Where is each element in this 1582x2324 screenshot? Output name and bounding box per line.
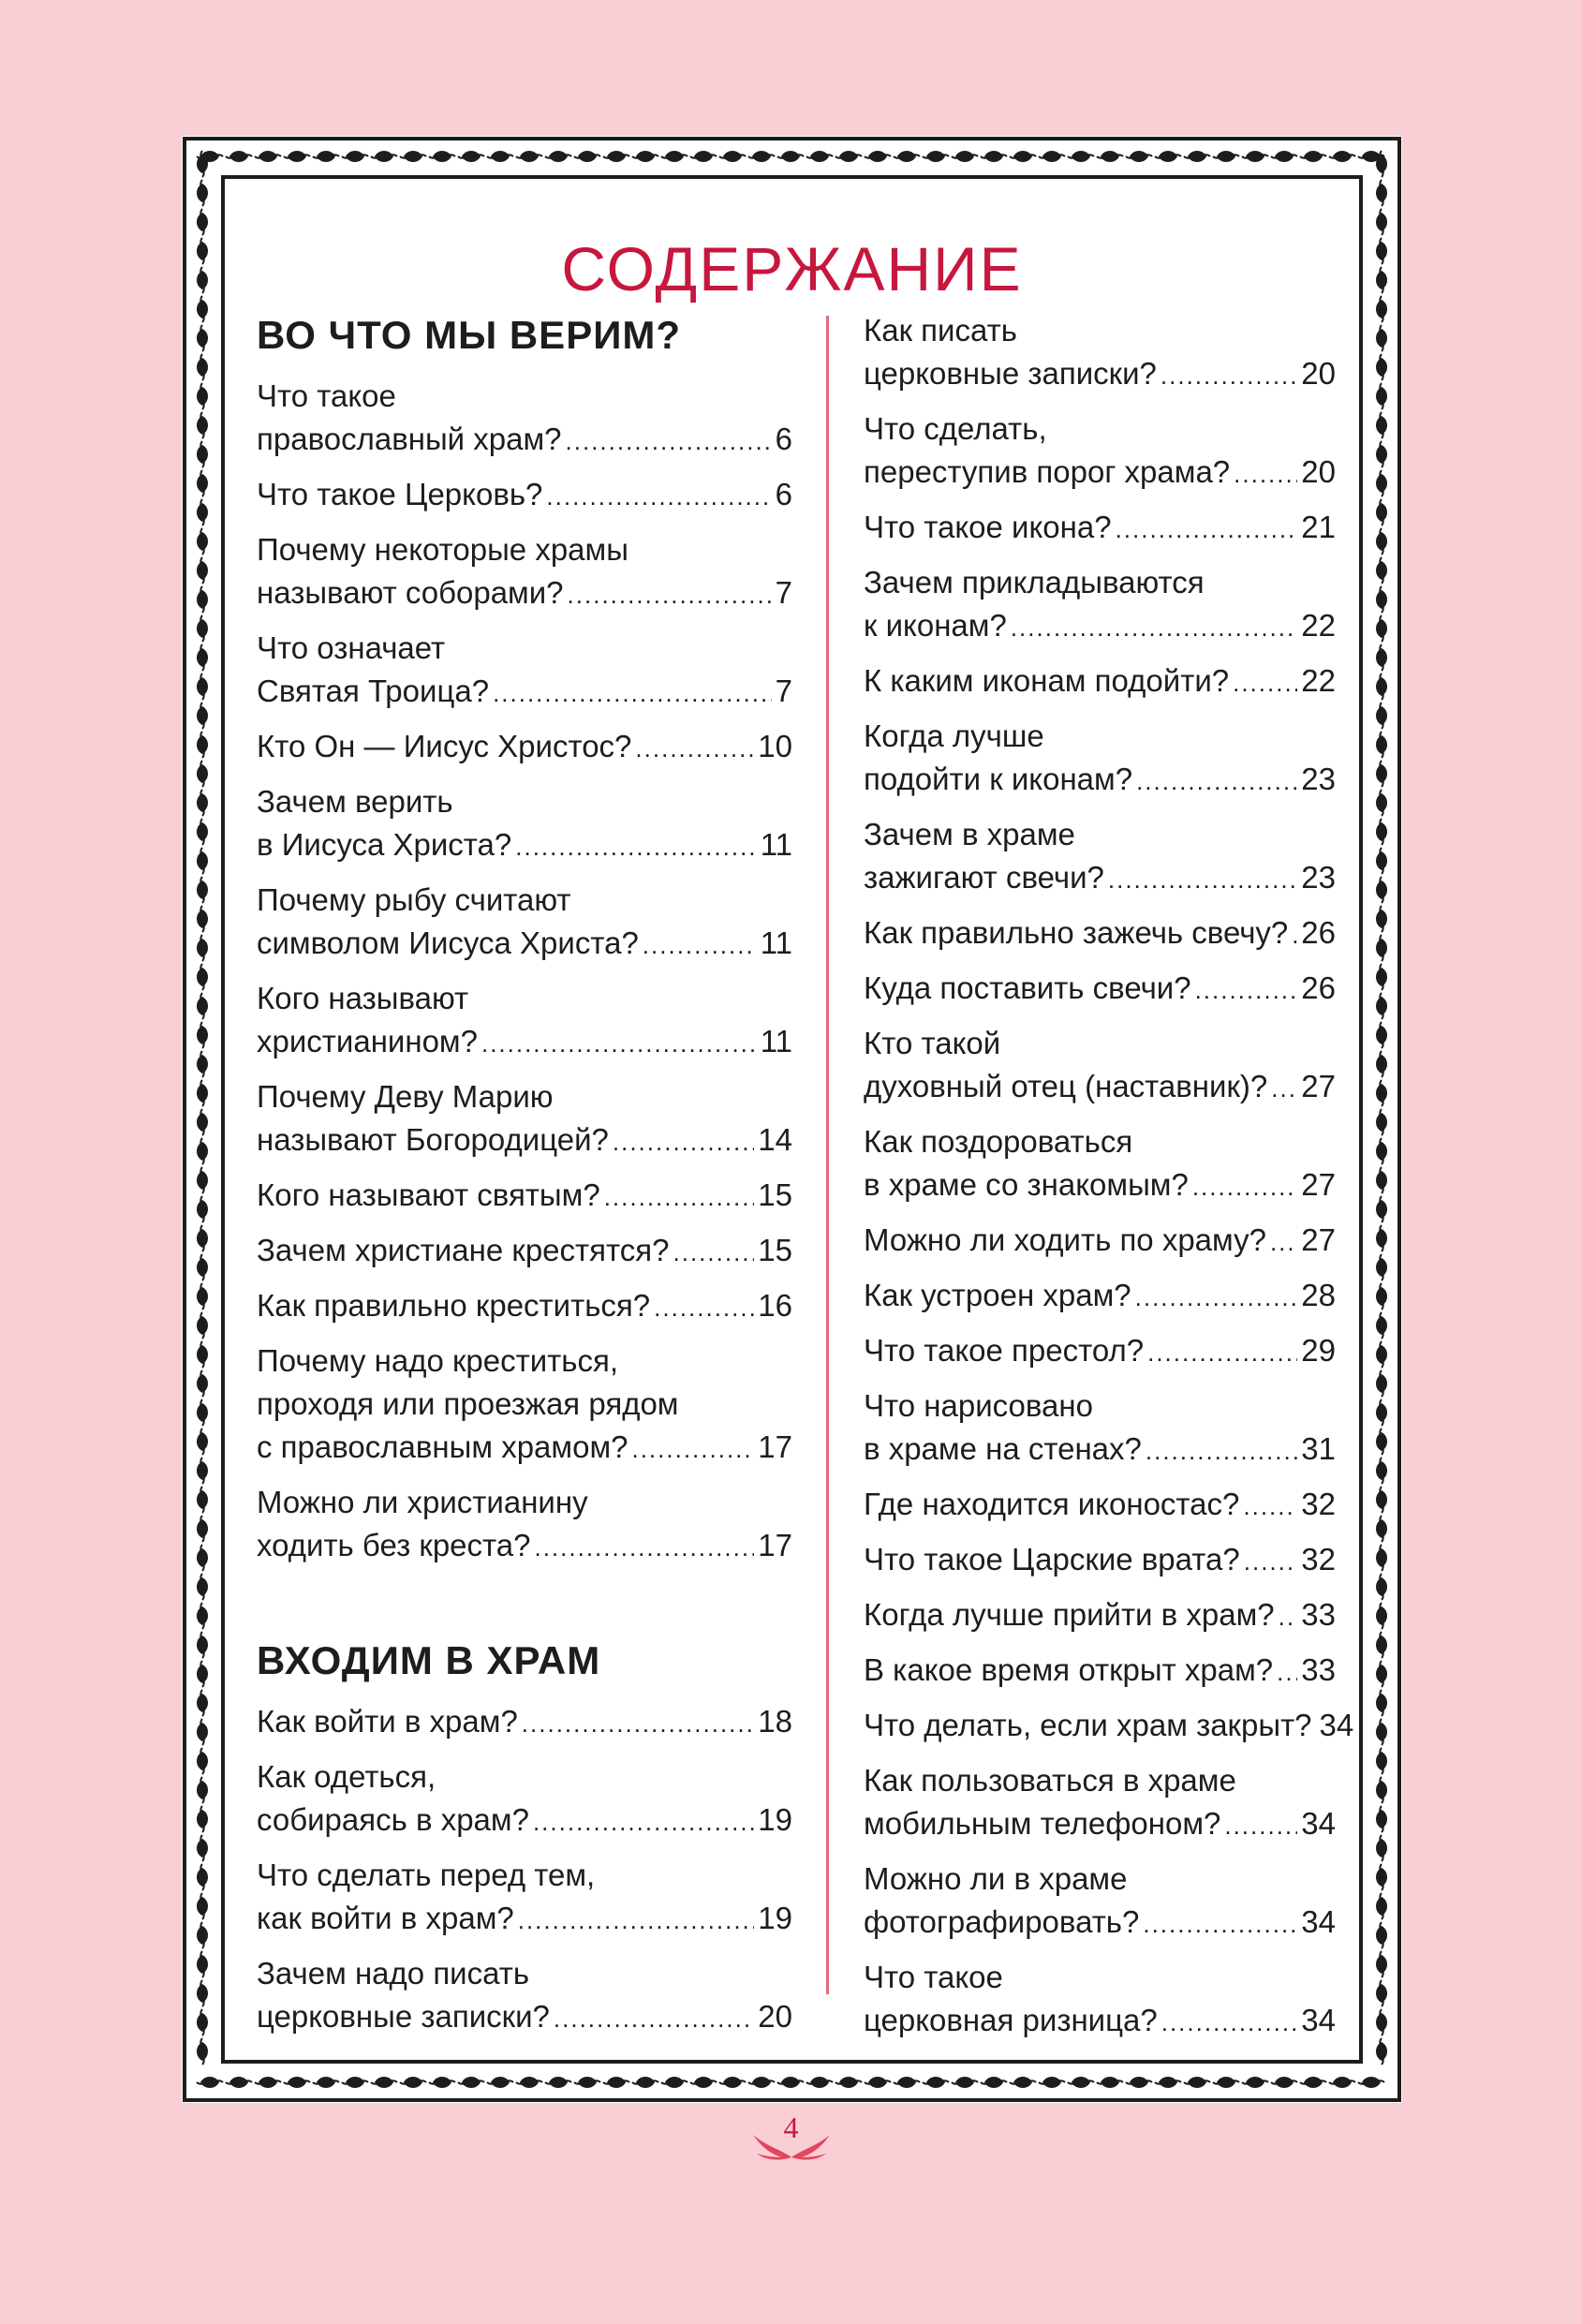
dot-leader xyxy=(604,1176,755,1219)
toc-entry-last-line xyxy=(864,604,1336,649)
toc-entry[interactable] xyxy=(864,1858,1336,1946)
dot-leader xyxy=(635,727,754,770)
toc-entry-page: 10 xyxy=(758,729,792,763)
section-heading: ВО ЧТО МЫ ВЕРИМ? xyxy=(257,313,682,357)
toc-entry-line: фотографировать? xyxy=(864,1904,1140,1939)
toc-entry-line: ходить без креста? xyxy=(257,1528,531,1562)
toc-entry-line: Когда лучше прийти в храм? xyxy=(864,1597,1275,1632)
toc-entry-last-line xyxy=(257,1174,792,1219)
toc-entry[interactable] xyxy=(864,911,1336,956)
toc-entry-line: Как войти в храм? xyxy=(257,1704,518,1739)
toc-entry-line: Как устроен храм? xyxy=(864,1278,1131,1312)
toc-entry[interactable] xyxy=(864,1704,1354,1749)
toc-entry-line: Святая Троица? xyxy=(257,674,490,708)
toc-entry-last-line xyxy=(257,418,792,463)
toc-entry-last-line xyxy=(864,659,1336,704)
toc-entry-page: 19 xyxy=(758,1802,792,1837)
toc-entry[interactable] xyxy=(257,1229,792,1274)
dot-leader xyxy=(568,573,772,616)
toc-entry-line: К каким иконам подойти? xyxy=(864,663,1230,698)
toc-entry-line: Зачем прикладываются xyxy=(864,565,1205,600)
toc-entry-line: Зачем христиане крестятся? xyxy=(257,1233,670,1267)
toc-entry-page: 20 xyxy=(1301,356,1336,391)
toc-entry-line: Что сделать перед тем, xyxy=(257,1858,596,1892)
toc-entry[interactable] xyxy=(257,1075,792,1163)
toc-entry-last-line xyxy=(257,1118,792,1163)
toc-entry-page: 7 xyxy=(775,575,792,610)
dot-leader xyxy=(643,924,757,967)
toc-entry[interactable] xyxy=(257,1755,792,1843)
toc-entry-line: Как писать xyxy=(864,313,1017,348)
toc-entry-last-line xyxy=(864,1901,1336,1946)
page-title: СОДЕРЖАНИЕ xyxy=(561,234,1023,304)
dot-leader xyxy=(1292,913,1297,956)
toc-entry-last-line xyxy=(864,1538,1336,1583)
toc-entry[interactable] xyxy=(257,627,792,715)
dot-leader xyxy=(1192,1165,1297,1208)
toc-entry-page: 19 xyxy=(758,1901,792,1935)
toc-entry-last-line xyxy=(257,725,792,770)
toc-entry-line: Кого называют xyxy=(257,981,469,1015)
toc-entry-line: как войти в храм? xyxy=(257,1901,514,1935)
toc-entry-line: В какое время открыт храм? xyxy=(864,1652,1274,1687)
toc-entry-line: Что нарисовано xyxy=(864,1388,1093,1423)
toc-entry-last-line xyxy=(257,1897,792,1942)
dot-leader xyxy=(1244,1540,1298,1583)
toc-entry-line: Что такое Церковь? xyxy=(257,477,543,511)
dot-leader xyxy=(1243,1485,1297,1528)
toc-entry-page: 33 xyxy=(1301,1597,1336,1632)
toc-entry-line: подойти к иконам? xyxy=(864,762,1133,796)
toc-entry-page: 22 xyxy=(1301,608,1336,643)
toc-entry[interactable] xyxy=(864,1274,1336,1319)
toc-entry[interactable] xyxy=(257,977,792,1065)
dot-leader xyxy=(654,1286,754,1329)
toc-entry-line: Как пользоваться в храме xyxy=(864,1763,1236,1798)
toc-entry-line: в Иисуса Христа? xyxy=(257,827,512,862)
toc-entry-line: православный храм? xyxy=(257,422,562,456)
toc-entry[interactable] xyxy=(257,1284,792,1329)
toc-entry-page: 33 xyxy=(1301,1652,1336,1687)
toc-entry-page: 18 xyxy=(758,1704,792,1739)
toc-entry-line: церковные записки? xyxy=(864,356,1157,391)
toc-entry-page: 14 xyxy=(758,1122,792,1157)
toc-entry-line: Почему рыбу считают xyxy=(257,882,571,917)
toc-entry[interactable] xyxy=(257,780,792,868)
toc-entry-line: Как поздороваться xyxy=(864,1124,1133,1159)
toc-entry[interactable] xyxy=(257,1340,792,1471)
toc-entry-line: Что делать, если храм закрыт? xyxy=(864,1708,1312,1742)
toc-entry-line: Что означает xyxy=(257,630,446,665)
toc-entry-line: в храме со знакомым? xyxy=(864,1167,1189,1202)
dot-leader xyxy=(1234,452,1297,496)
toc-entry-page: 27 xyxy=(1301,1069,1336,1103)
toc-entry[interactable] xyxy=(864,715,1336,803)
toc-entry-line: Зачем надо писать xyxy=(257,1956,530,1991)
dot-leader xyxy=(673,1231,755,1274)
toc-entry[interactable] xyxy=(257,1481,792,1569)
toc-entry-line: христианином? xyxy=(257,1024,478,1058)
toc-entry[interactable] xyxy=(864,407,1336,496)
toc-entry-line: Почему надо креститься, xyxy=(257,1343,619,1378)
toc-entry-last-line xyxy=(864,1999,1336,2044)
toc-entry-last-line xyxy=(864,1593,1336,1638)
dot-leader xyxy=(518,1899,755,1942)
toc-entry-line: Почему некоторые храмы xyxy=(257,532,628,567)
toc-entry[interactable] xyxy=(257,375,792,463)
toc-entry-line: в храме на стенах? xyxy=(864,1431,1142,1466)
toc-entry-page: 34 xyxy=(1301,1904,1336,1939)
toc-entry-line: мобильным телефоном? xyxy=(864,1806,1221,1841)
toc-entry-line: Что такое xyxy=(257,378,396,413)
toc-entry-last-line xyxy=(864,967,1336,1012)
toc-entry-line: называют Богородицей? xyxy=(257,1122,609,1157)
toc-entry[interactable] xyxy=(257,1700,792,1745)
toc-entry-last-line xyxy=(257,922,792,967)
toc-entry-page: 11 xyxy=(760,1024,792,1058)
toc-entry-last-line xyxy=(864,1649,1336,1694)
toc-entry-page: 11 xyxy=(760,827,792,862)
toc-entry-line: проходя или проезжая рядом xyxy=(257,1386,679,1421)
toc-entry-page: 17 xyxy=(758,1528,792,1562)
toc-entry[interactable] xyxy=(864,1483,1336,1528)
toc-entry-last-line xyxy=(864,1428,1336,1473)
toc-entry-line: Где находится иконостас? xyxy=(864,1487,1240,1521)
toc-entry-last-line xyxy=(864,352,1336,397)
toc-entry-page: 26 xyxy=(1301,915,1336,950)
toc-entry-line: Что такое престол? xyxy=(864,1333,1145,1368)
toc-entry[interactable] xyxy=(864,1022,1336,1110)
dot-leader xyxy=(533,1800,754,1843)
toc-entry-last-line xyxy=(257,670,792,715)
toc-entry[interactable] xyxy=(864,1120,1336,1208)
toc-entry[interactable] xyxy=(257,879,792,967)
dot-leader xyxy=(1271,1067,1297,1110)
toc-entry[interactable] xyxy=(864,1329,1336,1374)
toc-entry-page: 16 xyxy=(758,1288,792,1323)
toc-entry-line: Кто такой xyxy=(864,1026,1001,1060)
dot-leader xyxy=(1011,606,1297,649)
toc-entry[interactable] xyxy=(864,1759,1336,1847)
dot-leader xyxy=(515,825,756,868)
toc-entry-line: Как правильно креститься? xyxy=(257,1288,651,1323)
toc-entry-page: 27 xyxy=(1301,1167,1336,1202)
toc-entry-line: церковные записки? xyxy=(257,1999,550,2034)
toc-entry-page: 28 xyxy=(1301,1278,1336,1312)
toc-entry[interactable] xyxy=(257,1174,792,1219)
toc-entry-last-line xyxy=(257,1229,792,1274)
dot-leader xyxy=(1146,1429,1297,1473)
toc-entry-line: Что сделать, xyxy=(864,411,1047,446)
toc-entry-page: 11 xyxy=(760,925,792,960)
toc-entry-line: церковная ризница? xyxy=(864,2003,1158,2037)
toc-entry-page: 29 xyxy=(1301,1333,1336,1368)
dot-leader xyxy=(1136,760,1297,803)
dot-leader xyxy=(1116,508,1298,551)
toc-entry-last-line xyxy=(864,1065,1336,1110)
toc-entry-line: с православным храмом? xyxy=(257,1429,628,1464)
toc-entry-line: Зачем верить xyxy=(257,784,453,819)
toc-entry-page: 6 xyxy=(775,422,792,456)
toc-entry[interactable] xyxy=(257,1854,792,1942)
toc-entry-last-line xyxy=(257,823,792,868)
toc-entry[interactable] xyxy=(864,309,1336,397)
toc-entry-line: переступив порог храма? xyxy=(864,454,1231,489)
toc-entry-last-line xyxy=(257,1524,792,1569)
toc-entry[interactable] xyxy=(864,1593,1336,1638)
toc-entry-page: 32 xyxy=(1301,1542,1336,1576)
dot-leader xyxy=(1147,1331,1297,1374)
toc-entry-line: Можно ли в храме xyxy=(864,1861,1128,1896)
toc-entry-last-line xyxy=(257,571,792,616)
toc-entry-page: 22 xyxy=(1301,663,1336,698)
toc-entry-last-line xyxy=(257,1284,792,1329)
dot-leader xyxy=(1135,1276,1298,1319)
toc-entry-last-line xyxy=(257,1700,792,1745)
section-heading: ВХОДИМ В ХРАМ xyxy=(257,1638,601,1682)
toc-entry-last-line xyxy=(257,1995,792,2040)
toc-entry-page: 34 xyxy=(1301,2003,1336,2037)
dot-leader xyxy=(1224,1804,1297,1847)
toc-entry-line: Как одеться, xyxy=(257,1759,436,1794)
dot-leader xyxy=(1143,1902,1297,1946)
toc-entry-line: Что такое xyxy=(864,1960,1003,1994)
dot-leader xyxy=(522,1702,754,1745)
dot-leader xyxy=(1279,1595,1298,1638)
toc-entry-page: 34 xyxy=(1301,1806,1336,1841)
toc-entry-page: 7 xyxy=(775,674,792,708)
toc-entry-line: Можно ли христианину xyxy=(257,1485,588,1519)
toc-entry-line: зажигают свечи? xyxy=(864,860,1104,895)
toc-entry-line: Куда поставить свечи? xyxy=(864,970,1191,1005)
toc-entry-last-line xyxy=(257,1799,792,1843)
toc-entry-line: Когда лучше xyxy=(864,718,1044,753)
toc-entry[interactable] xyxy=(864,506,1336,551)
toc-entry-page: 20 xyxy=(758,1999,792,2034)
toc-entry-last-line xyxy=(864,506,1336,551)
toc-entry-line: собираясь в храм? xyxy=(257,1802,529,1837)
toc-entry-page: 31 xyxy=(1301,1431,1336,1466)
toc-entry[interactable] xyxy=(257,473,792,518)
toc-left-column xyxy=(257,309,792,2050)
dot-leader xyxy=(546,475,771,518)
dot-leader xyxy=(554,1997,754,2040)
toc-entry-line: Что такое Царские врата? xyxy=(864,1542,1240,1576)
toc-entry-last-line xyxy=(257,473,792,518)
column-divider xyxy=(826,316,829,1994)
toc-entry-last-line xyxy=(864,1219,1336,1264)
toc-frame xyxy=(182,136,1402,2103)
toc-entry[interactable] xyxy=(257,528,792,616)
toc-entry-page: 6 xyxy=(775,477,792,511)
toc-entry-page: 15 xyxy=(758,1177,792,1212)
toc-entry[interactable] xyxy=(864,1538,1336,1583)
dot-leader xyxy=(1270,1221,1297,1264)
dot-leader xyxy=(566,420,772,463)
toc-entry-line: к иконам? xyxy=(864,608,1007,643)
toc-entry-last-line xyxy=(257,1020,792,1065)
toc-entry-page: 17 xyxy=(758,1429,792,1464)
toc-entry-page: 15 xyxy=(758,1233,792,1267)
toc-entry-page: 23 xyxy=(1301,860,1336,895)
toc-entry[interactable] xyxy=(864,659,1336,704)
toc-entry-line: Что такое икона? xyxy=(864,510,1112,544)
toc-entry[interactable] xyxy=(257,1952,792,2040)
toc-entry-last-line xyxy=(864,1802,1336,1847)
toc-entry-line: духовный отец (наставник)? xyxy=(864,1069,1268,1103)
toc-entry[interactable] xyxy=(864,1956,1336,2044)
toc-entry-page: 23 xyxy=(1301,762,1336,796)
wings-icon xyxy=(753,2129,830,2161)
dot-leader xyxy=(1233,661,1297,704)
toc-entry[interactable] xyxy=(864,813,1336,901)
toc-entry-last-line xyxy=(864,1483,1336,1528)
dot-leader xyxy=(1195,969,1298,1012)
toc-entry-page: 34 xyxy=(1319,1708,1354,1742)
dot-leader xyxy=(1108,858,1297,901)
toc-entry-page: 20 xyxy=(1301,454,1336,489)
dot-leader xyxy=(1161,354,1297,397)
toc-entry-last-line xyxy=(864,451,1336,496)
toc-entry-last-line xyxy=(864,911,1336,956)
toc-right-column xyxy=(864,309,1354,2054)
toc-entry[interactable] xyxy=(864,1649,1336,1694)
toc-entry-line: называют соборами? xyxy=(257,575,564,610)
toc-entry[interactable] xyxy=(257,725,792,770)
toc-entry-line: символом Иисуса Христа? xyxy=(257,925,639,960)
dot-leader xyxy=(493,672,772,715)
dot-leader xyxy=(481,1022,757,1065)
toc-entry-page: 27 xyxy=(1301,1222,1336,1257)
toc-entry[interactable] xyxy=(864,1384,1336,1473)
toc-entry-line: Кого называют святым? xyxy=(257,1177,600,1212)
toc-entry[interactable] xyxy=(864,1219,1336,1264)
toc-entry[interactable] xyxy=(864,561,1336,649)
toc-entry-last-line xyxy=(864,856,1336,901)
dot-leader xyxy=(534,1526,754,1569)
dot-leader xyxy=(1277,1650,1297,1694)
dot-leader xyxy=(631,1428,754,1471)
toc-entry-line: Зачем в храме xyxy=(864,817,1075,851)
page-number: 4 xyxy=(783,2110,799,2144)
toc-entry-line: Почему Деву Марию xyxy=(257,1079,554,1114)
dot-leader xyxy=(613,1120,754,1163)
toc-entry-page: 21 xyxy=(1301,510,1336,544)
toc-entry-page: 32 xyxy=(1301,1487,1336,1521)
toc-entry-last-line xyxy=(257,1426,792,1471)
toc-entry-page: 26 xyxy=(1301,970,1336,1005)
toc-entry-last-line xyxy=(864,1163,1336,1208)
toc-entry-line: Кто Он — Иисус Христос? xyxy=(257,729,632,763)
toc-entry-last-line xyxy=(864,1329,1336,1374)
toc-entry[interactable] xyxy=(864,967,1336,1012)
toc-entry-line: Как правильно зажечь свечу? xyxy=(864,915,1289,950)
dot-leader xyxy=(1161,2001,1298,2044)
toc-entry-last-line xyxy=(864,1274,1336,1319)
toc-entry-last-line xyxy=(864,1704,1354,1749)
toc-entry-line: Можно ли ходить по храму? xyxy=(864,1222,1266,1257)
toc-entry-last-line xyxy=(864,758,1336,803)
